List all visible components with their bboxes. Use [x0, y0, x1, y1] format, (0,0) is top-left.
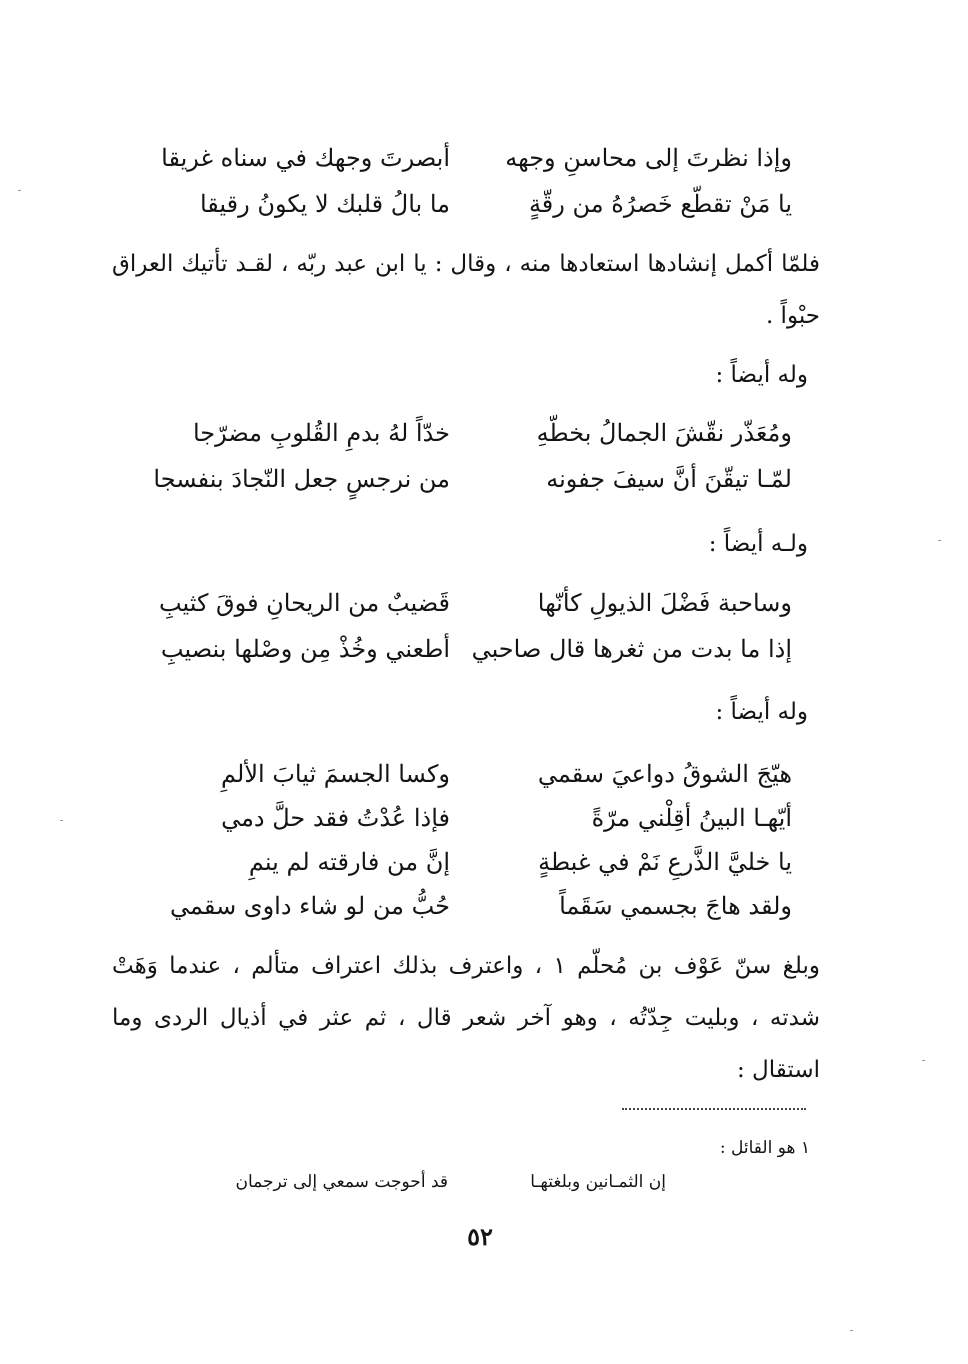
scan-speck — [60, 820, 63, 821]
scan-speck — [922, 1060, 925, 1061]
verse-line — [120, 143, 820, 189]
footnote-separator — [622, 1108, 806, 1110]
section-heading: وله أيضاً : — [715, 699, 808, 725]
poem-3 — [120, 588, 820, 680]
page-number: ٥٢ — [467, 1222, 493, 1251]
prose-paragraph: فلمّا أكمل إنشادها استعادها منه ، وقال : يا ابن عبد ربّه ، لقـد تأتيك العراق حبْواً . — [112, 251, 820, 329]
verse-first-hemistich: إذا ما بدت من ثغرها قال صاحبي — [471, 635, 792, 663]
verse-second-hemistich: خدّاً لهُ بدمِ القُلوبِ مضرّجا — [192, 419, 450, 447]
section-heading: ولـه أيضاً : — [708, 531, 808, 557]
footnote-verse-second: قد أحوجت سمعي إلى ترجمان — [235, 1172, 448, 1192]
verse-line — [120, 588, 820, 634]
verse-line — [120, 634, 820, 680]
verse-line — [120, 847, 820, 891]
poem-4 — [120, 759, 820, 935]
verse-second-hemistich: حُبُّ من لو شاء داوى سقمي — [170, 892, 450, 920]
verse-line — [120, 759, 820, 803]
verse-first-hemistich: يا خليَّ الذَّرعِ نَمْ في غبطةٍ — [538, 848, 792, 876]
verse-second-hemistich: قَضيبٌ من الريحانِ فوقَ كثيبِ — [158, 589, 450, 617]
scan-speck — [850, 1330, 853, 1331]
verse-first-hemistich: ولقد هاجَ بجسمي سَقَماً — [559, 892, 792, 920]
verse-line — [120, 803, 820, 847]
verse-second-hemistich: أطعني وخُذْ مِن وصْلها بنصيبِ — [160, 635, 450, 663]
verse-second-hemistich: وكسا الجسمَ ثيابَ الألمِ — [221, 760, 450, 788]
verse-second-hemistich: من نرجسٍ جعل النّجادَ بنفسجا — [153, 465, 450, 493]
verse-second-hemistich: فإذا عُدْتُ فقد حلَّ دمي — [221, 804, 450, 832]
prose-paragraph: وبلغ سنّ عَوْف بن مُحلّم ١ ، واعترف بذلك اعتراف متألم ، عندما وَهَتْ شدته ، وبليت جِدّتُه ، وهو آخر شعر قال ، ثم عثر في أذيال الردى وما استقال : — [112, 953, 820, 1083]
verse-second-hemistich: أبصرتَ وجهك في سناه غريقا — [161, 144, 450, 172]
poem-2 — [120, 418, 820, 510]
verse-first-hemistich: يا مَنْ تقطّع خَصرُهُ من رقّةٍ — [528, 190, 792, 218]
verse-first-hemistich: ومُعَذّر نقّشَ الجمالُ بخطّهِ — [536, 419, 792, 447]
verse-line — [120, 189, 820, 235]
verse-first-hemistich: هيّجَ الشوقُ دواعيَ سقمي — [537, 760, 792, 788]
verse-first-hemistich: أيّهـا البينُ أقِلْني مرّةً — [591, 804, 792, 832]
scan-speck — [18, 190, 21, 191]
verse-second-hemistich: ما بالُ قلبك لا يكونُ رقيقا — [199, 190, 450, 218]
footnote-label: ١ هو القائل : — [719, 1138, 810, 1158]
poem-1 — [120, 143, 820, 235]
scan-speck — [938, 540, 941, 541]
verse-line — [120, 891, 820, 935]
verse-line — [120, 418, 820, 464]
section-heading: وله أيضاً : — [715, 362, 808, 388]
verse-first-hemistich: وإذا نظرتَ إلى محاسنِ وجهه — [505, 144, 792, 172]
footnote-verse-first: إن الثمـانين وبلغتهـا — [530, 1172, 666, 1192]
verse-second-hemistich: إنَّ من فارقته لم ينمِ — [248, 848, 450, 876]
verse-first-hemistich: لمّـا تيقّنَ أنَّ سيفَ جفونه — [546, 465, 792, 493]
verse-line — [120, 464, 820, 510]
verse-first-hemistich: وساحبة فَضْلَ الذيولِ كأنّها — [537, 589, 792, 617]
